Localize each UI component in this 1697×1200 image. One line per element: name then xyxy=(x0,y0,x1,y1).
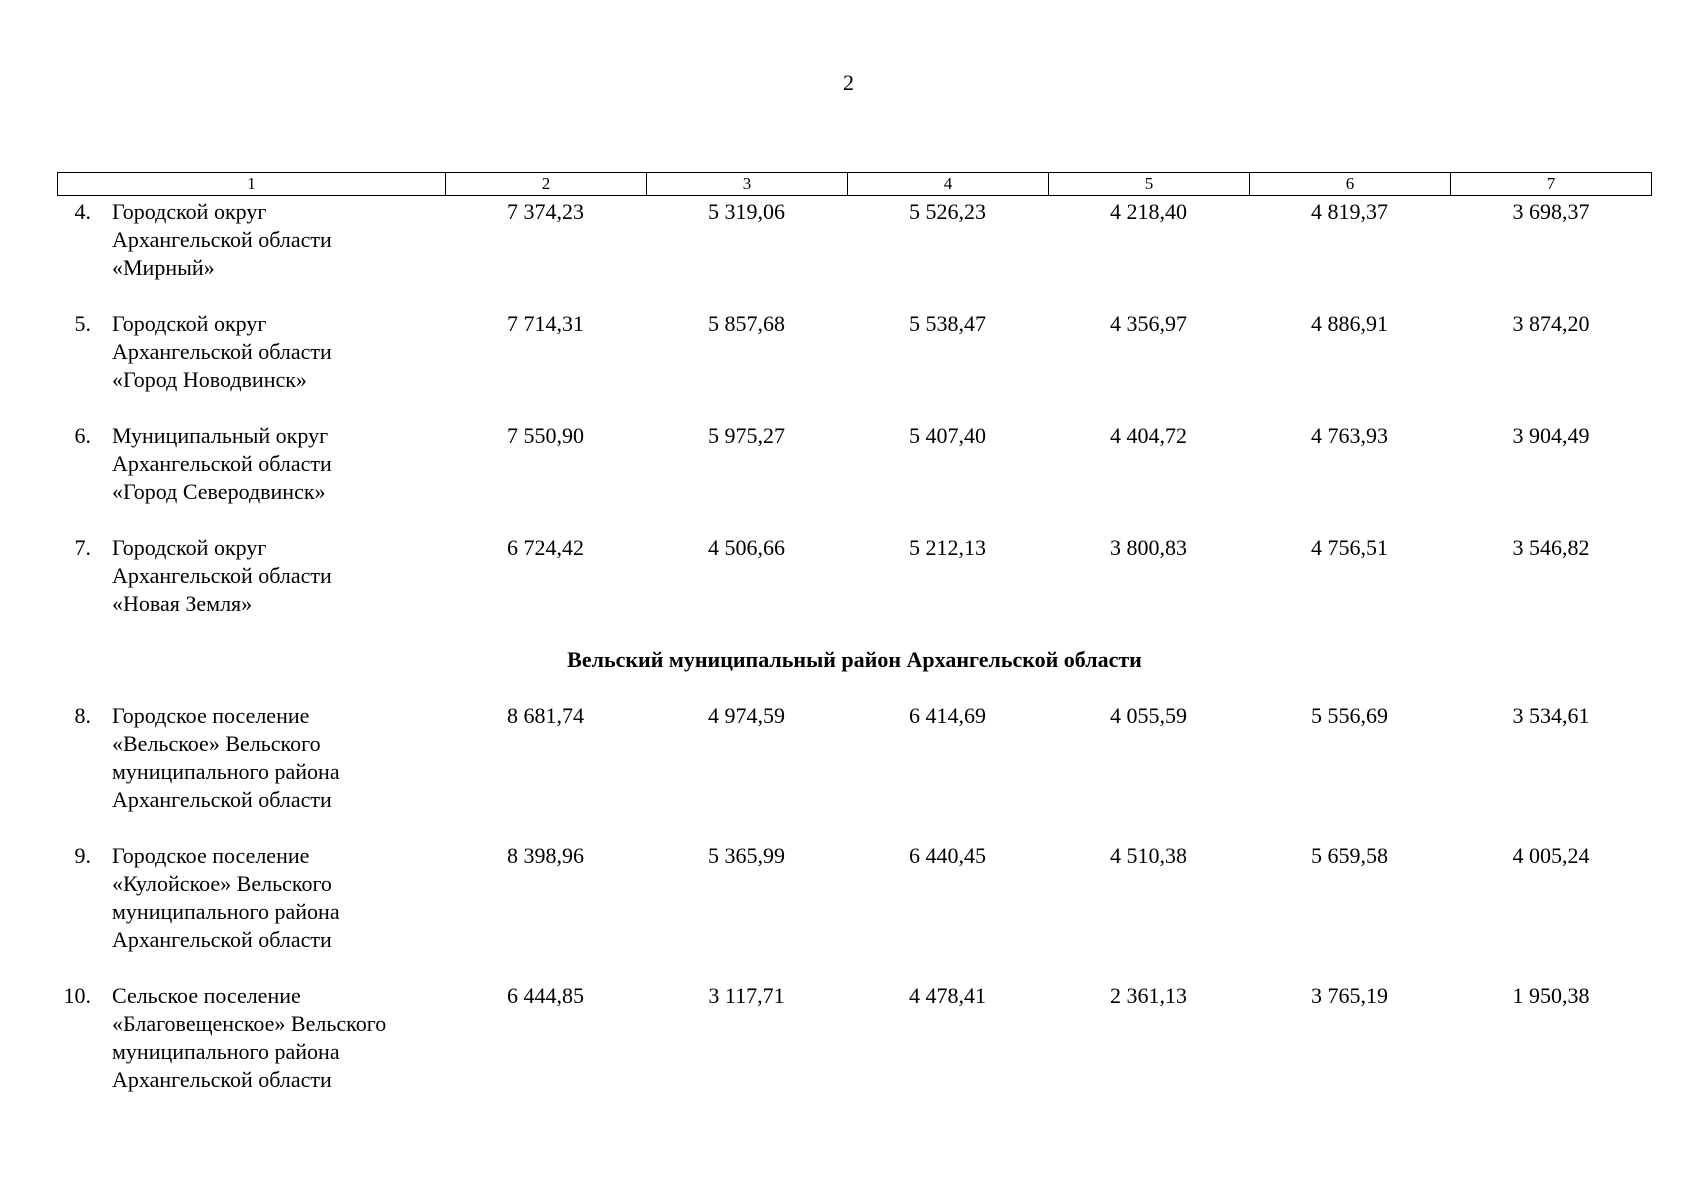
value-col-4: 6 414,69 xyxy=(909,703,986,728)
municipality-name xyxy=(112,198,442,282)
column-header-1: 1 xyxy=(58,173,446,195)
name-line: Городское поселение xyxy=(112,843,310,868)
value-col-2: 7 374,23 xyxy=(507,199,584,224)
value-col-5: 4 055,59 xyxy=(1110,703,1187,728)
row-number: 6. xyxy=(74,423,91,448)
table-row xyxy=(57,842,1652,982)
municipality-name xyxy=(112,842,442,954)
value-col-3: 5 975,27 xyxy=(708,423,785,448)
row-number: 8. xyxy=(74,703,91,728)
name-line: Архангельской области xyxy=(112,1067,332,1092)
value-col-3: 5 319,06 xyxy=(708,199,785,224)
page-number: 2 xyxy=(843,70,854,95)
name-line: Архангельской области xyxy=(112,563,332,588)
municipality-name xyxy=(112,702,442,814)
column-header-2: 2 xyxy=(446,173,647,195)
name-line: Муниципальный округ xyxy=(112,423,329,448)
value-col-4: 5 538,47 xyxy=(909,311,986,336)
name-line: Архангельской области xyxy=(112,339,332,364)
column-header-3: 3 xyxy=(647,173,848,195)
value-col-4: 5 212,13 xyxy=(909,535,986,560)
value-col-4: 5 407,40 xyxy=(909,423,986,448)
name-line: «Город Новодвинск» xyxy=(112,367,307,392)
value-col-3: 4 974,59 xyxy=(708,703,785,728)
row-number: 5. xyxy=(74,311,91,336)
value-col-5: 3 800,83 xyxy=(1110,535,1187,560)
name-line: «Новая Земля» xyxy=(112,591,253,616)
value-col-3: 3 117,71 xyxy=(708,983,785,1008)
column-header-4: 4 xyxy=(848,173,1049,195)
value-col-2: 8 398,96 xyxy=(507,843,584,868)
value-col-6: 5 556,69 xyxy=(1311,703,1388,728)
value-col-3: 4 506,66 xyxy=(708,535,785,560)
column-number-header xyxy=(57,172,1652,196)
municipality-name xyxy=(112,422,442,506)
municipality-name xyxy=(112,534,442,618)
name-line: Городской округ xyxy=(112,199,267,224)
name-line: «Кулойское» Вельского xyxy=(112,871,332,896)
name-line: Городской округ xyxy=(112,311,267,336)
value-col-6: 3 765,19 xyxy=(1311,983,1388,1008)
column-header-7: 7 xyxy=(1546,174,1556,193)
value-col-5: 4 356,97 xyxy=(1110,311,1187,336)
table-row xyxy=(57,422,1652,534)
value-col-2: 8 681,74 xyxy=(507,703,584,728)
value-col-4: 5 526,23 xyxy=(909,199,986,224)
value-col-7: 3 874,20 xyxy=(1512,311,1590,336)
value-col-6: 4 886,91 xyxy=(1311,311,1388,336)
value-col-7: 1 950,38 xyxy=(1512,983,1590,1008)
value-col-7: 3 546,82 xyxy=(1512,535,1590,560)
value-col-2: 7 714,31 xyxy=(507,311,584,336)
value-col-6: 4 763,93 xyxy=(1311,423,1388,448)
name-line: муниципального района xyxy=(112,899,340,924)
municipality-name xyxy=(112,982,442,1094)
row-number: 9. xyxy=(74,843,91,868)
name-line: «Благовещенское» Вельского xyxy=(112,1011,387,1036)
row-number: 10. xyxy=(63,983,91,1008)
name-line: муниципального района xyxy=(112,1039,340,1064)
value-col-5: 4 404,72 xyxy=(1110,423,1187,448)
value-col-5: 4 218,40 xyxy=(1110,199,1187,224)
value-col-4: 4 478,41 xyxy=(909,983,986,1008)
value-col-7: 3 698,37 xyxy=(1512,199,1590,224)
value-col-6: 5 659,58 xyxy=(1311,843,1388,868)
value-col-2: 6 444,85 xyxy=(507,983,584,1008)
value-col-7: 3 904,49 xyxy=(1512,423,1590,448)
value-col-7: 3 534,61 xyxy=(1512,703,1590,728)
value-col-3: 5 365,99 xyxy=(708,843,785,868)
name-line: Архангельской области xyxy=(112,451,332,476)
value-col-6: 4 819,37 xyxy=(1311,199,1388,224)
value-col-7: 4 005,24 xyxy=(1512,843,1590,868)
value-col-4: 6 440,45 xyxy=(909,843,986,868)
value-col-5: 4 510,38 xyxy=(1110,843,1187,868)
section-heading: Вельский муниципальный район Архангельской области xyxy=(567,647,1142,672)
name-line: муниципального района xyxy=(112,759,340,784)
name-line: «Город Северодвинск» xyxy=(112,479,326,504)
table-row xyxy=(57,310,1652,422)
value-col-2: 6 724,42 xyxy=(507,535,584,560)
column-header-5: 5 xyxy=(1049,173,1250,195)
table-row xyxy=(57,534,1652,646)
name-line: Городское поселение xyxy=(112,703,310,728)
name-line: Архангельской области xyxy=(112,927,332,952)
value-col-3: 5 857,68 xyxy=(708,311,785,336)
name-line: «Вельское» Вельского xyxy=(112,731,321,756)
table-body xyxy=(57,198,1652,1094)
value-col-6: 4 756,51 xyxy=(1311,535,1388,560)
name-line: Городской округ xyxy=(112,535,267,560)
value-col-5: 2 361,13 xyxy=(1110,983,1187,1008)
row-number: 7. xyxy=(74,535,91,560)
column-header-6: 6 xyxy=(1250,173,1451,195)
name-line: Архангельской области xyxy=(112,787,332,812)
table-row xyxy=(57,702,1652,842)
table-row xyxy=(57,982,1652,1094)
table-row xyxy=(57,198,1652,310)
name-line: Архангельской области xyxy=(112,227,332,252)
row-number: 4. xyxy=(74,199,91,224)
municipality-name xyxy=(112,310,442,394)
value-col-2: 7 550,90 xyxy=(507,423,584,448)
name-line: Сельское поселение xyxy=(112,983,301,1008)
name-line: «Мирный» xyxy=(112,255,215,280)
